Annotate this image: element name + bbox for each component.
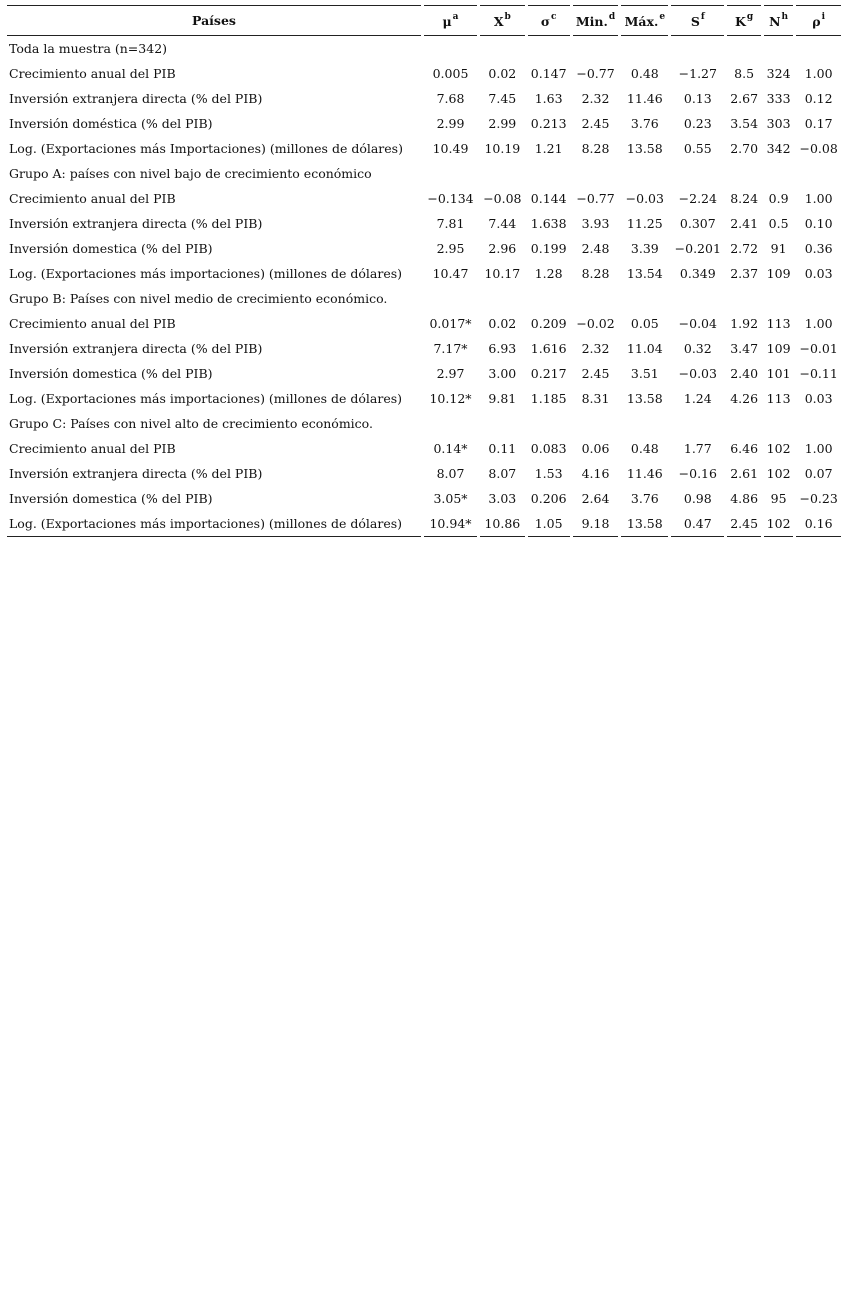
cell-n: 102 (764, 511, 793, 537)
header-row (7, 5, 841, 36)
table-row (7, 61, 841, 86)
table-row (7, 386, 841, 411)
cell-s: −0.03 (678, 366, 717, 381)
cell-s: −0.04 (678, 316, 717, 331)
cell-sigma: 0.147 (530, 66, 567, 81)
cell-sigma: 1.05 (528, 511, 570, 537)
cell-s: 0.32 (683, 341, 712, 356)
cell-s: −0.201 (674, 241, 721, 256)
group-header-row (7, 286, 841, 311)
cell-rho: 1.00 (804, 441, 833, 456)
header-s: $S^f$ (671, 5, 724, 36)
cell-s: −2.24 (678, 191, 717, 206)
cell-max: 3.39 (630, 241, 659, 256)
cell-n: 91 (770, 241, 787, 256)
cell-max: 3.76 (630, 491, 659, 506)
table-row (7, 86, 841, 111)
cell-max: −0.03 (625, 191, 664, 206)
cell-mu: 7.17* (433, 341, 468, 356)
cell-n: 0.5 (768, 216, 789, 231)
cell-x: 10.86 (480, 511, 525, 537)
header-paises: Países (7, 5, 421, 36)
cell-x: 0.02 (488, 316, 517, 331)
cell-x: 0.11 (488, 441, 517, 456)
cell-max: 13.54 (626, 266, 663, 281)
cell-rho: 0.03 (804, 391, 833, 406)
cell-sigma: 1.63 (534, 91, 563, 106)
row-label: Log. (Exportaciones más Importaciones) (millones de dólares) (9, 141, 403, 156)
table-row (7, 136, 841, 161)
cell-max: 0.48 (630, 66, 659, 81)
cell-n: 333 (766, 91, 791, 106)
cell-x: 2.99 (488, 116, 517, 131)
cell-k: 3.47 (730, 341, 759, 356)
cell-x: 3.03 (488, 491, 517, 506)
cell-x: 10.17 (484, 266, 521, 281)
table-row (7, 486, 841, 511)
cell-mu: 2.97 (436, 366, 465, 381)
row-label: Inversión domestica (% del PIB) (9, 491, 213, 506)
table-row (7, 511, 841, 537)
cell-max: 3.51 (630, 366, 659, 381)
cell-k: 2.45 (727, 511, 761, 537)
cell-s: −0.16 (678, 466, 717, 481)
cell-x: 6.93 (488, 341, 517, 356)
cell-s: 0.98 (683, 491, 712, 506)
cell-k: 2.40 (730, 366, 759, 381)
row-label: Inversión extranjera directa (% del PIB) (9, 91, 263, 106)
cell-sigma: 0.213 (530, 116, 567, 131)
table-row (7, 461, 841, 486)
cell-n: 102 (766, 466, 791, 481)
cell-rho: 0.03 (804, 266, 833, 281)
cell-x: 9.81 (488, 391, 517, 406)
cell-rho: 0.12 (804, 91, 833, 106)
cell-min: 2.32 (581, 91, 610, 106)
row-label: Crecimiento anual del PIB (9, 191, 176, 206)
cell-sigma: 0.217 (530, 366, 567, 381)
header-n: $N^h$ (764, 5, 793, 36)
cell-mu: 7.81 (436, 216, 465, 231)
cell-k: 2.67 (730, 91, 759, 106)
cell-x: 2.96 (488, 241, 517, 256)
cell-s: 1.77 (683, 441, 712, 456)
cell-k: 8.5 (734, 66, 755, 81)
cell-k: 4.26 (730, 391, 759, 406)
group-title: Grupo B: Países con nivel medio de crecimiento económico. (9, 291, 388, 306)
header-max: Máx.$^e$ (621, 5, 668, 36)
cell-min: −0.02 (576, 316, 615, 331)
cell-n: 113 (766, 316, 791, 331)
group-title: Grupo A: países con nivel bajo de crecimiento económico (9, 166, 372, 181)
row-label: Inversión extranjera directa (% del PIB) (9, 341, 263, 356)
table-row (7, 336, 841, 361)
cell-sigma: 0.206 (530, 491, 567, 506)
cell-k: 2.41 (730, 216, 759, 231)
cell-s: 1.24 (683, 391, 712, 406)
cell-sigma: 1.185 (530, 391, 567, 406)
cell-min: 4.16 (581, 466, 610, 481)
group-header-row (7, 411, 841, 436)
group-title: Grupo C: Países con nivel alto de crecimiento económico. (9, 416, 373, 431)
cell-s: −1.27 (678, 66, 717, 81)
table-row (7, 361, 841, 386)
cell-min: 8.28 (581, 141, 610, 156)
cell-rho: −0.11 (799, 366, 838, 381)
cell-mu: 3.05* (433, 491, 468, 506)
cell-rho: 0.36 (804, 241, 833, 256)
header-k: $K^g$ (727, 5, 761, 36)
cell-x: 0.02 (488, 66, 517, 81)
cell-sigma: 0.144 (530, 191, 567, 206)
cell-n: 109 (766, 266, 791, 281)
header-x: $X^b$ (480, 5, 525, 36)
cell-sigma: 1.21 (534, 141, 563, 156)
cell-sigma: 1.616 (530, 341, 567, 356)
cell-min: 3.93 (581, 216, 610, 231)
cell-rho: 0.10 (804, 216, 833, 231)
cell-min: 2.45 (581, 116, 610, 131)
cell-rho: 0.17 (804, 116, 833, 131)
cell-sigma: 0.209 (530, 316, 567, 331)
cell-k: 2.37 (730, 266, 759, 281)
cell-min: −0.77 (576, 66, 615, 81)
cell-x: 3.00 (488, 366, 517, 381)
cell-mu: 0.14* (433, 441, 468, 456)
row-label: Inversión domestica (% del PIB) (9, 241, 213, 256)
cell-min: 2.45 (581, 366, 610, 381)
row-label: Log. (Exportaciones más importaciones) (millones de dólares) (9, 266, 403, 281)
cell-mu: 10.12* (429, 391, 472, 406)
cell-min: 9.18 (573, 511, 619, 537)
cell-mu: 10.94* (424, 511, 477, 537)
cell-n: 342 (766, 141, 791, 156)
cell-x: 8.07 (488, 466, 517, 481)
row-label: Inversión domestica (% del PIB) (9, 366, 213, 381)
cell-max: 11.04 (626, 341, 663, 356)
cell-rho: 0.07 (804, 466, 833, 481)
cell-mu: 0.005 (432, 66, 469, 81)
row-label: Crecimiento anual del PIB (9, 66, 176, 81)
cell-n: 324 (766, 66, 791, 81)
row-label: Log. (Exportaciones más importaciones) (millones de dólares) (9, 391, 403, 406)
cell-max: 11.46 (626, 91, 663, 106)
cell-s: 0.55 (683, 141, 712, 156)
cell-rho: −0.01 (799, 341, 838, 356)
cell-max: 13.58 (626, 141, 663, 156)
cell-sigma: 1.28 (534, 266, 563, 281)
cell-s: 0.307 (679, 216, 716, 231)
cell-mu: −0.134 (427, 191, 474, 206)
row-label: Crecimiento anual del PIB (9, 441, 176, 456)
cell-s: 0.13 (683, 91, 712, 106)
cell-k: 1.92 (730, 316, 759, 331)
cell-max: 13.58 (626, 391, 663, 406)
table-row (7, 436, 841, 461)
cell-k: 2.72 (730, 241, 759, 256)
cell-max: 13.58 (621, 511, 668, 537)
table-body (7, 36, 841, 537)
cell-rho: −0.23 (799, 491, 838, 506)
row-label: Crecimiento anual del PIB (9, 316, 176, 331)
table-row (7, 111, 841, 136)
row-label: Inversión doméstica (% del PIB) (9, 116, 213, 131)
cell-sigma: 0.199 (530, 241, 567, 256)
cell-mu: 10.49 (432, 141, 469, 156)
cell-mu: 2.99 (436, 116, 465, 131)
cell-n: 102 (766, 441, 791, 456)
cell-sigma: 0.083 (530, 441, 567, 456)
cell-rho: 1.00 (804, 191, 833, 206)
cell-x: 7.44 (488, 216, 517, 231)
cell-min: −0.77 (576, 191, 615, 206)
table-row (7, 236, 841, 261)
cell-rho: 0.16 (796, 511, 841, 537)
cell-n: 101 (766, 366, 791, 381)
cell-n: 0.9 (768, 191, 789, 206)
cell-n: 113 (766, 391, 791, 406)
cell-min: 2.64 (581, 491, 610, 506)
cell-mu: 8.07 (436, 466, 465, 481)
cell-min: 2.32 (581, 341, 610, 356)
cell-k: 2.70 (730, 141, 759, 156)
header-min: Min.$^d$ (573, 5, 619, 36)
cell-rho: 1.00 (804, 66, 833, 81)
cell-mu: 2.95 (436, 241, 465, 256)
cell-sigma: 1.638 (530, 216, 567, 231)
cell-k: 6.46 (730, 441, 759, 456)
cell-k: 3.54 (730, 116, 759, 131)
table-row (7, 311, 841, 336)
cell-rho: 1.00 (804, 316, 833, 331)
cell-x: 7.45 (488, 91, 517, 106)
cell-s: 0.23 (683, 116, 712, 131)
cell-max: 11.25 (626, 216, 663, 231)
cell-mu: 10.47 (432, 266, 469, 281)
cell-mu: 7.68 (436, 91, 465, 106)
cell-min: 8.31 (581, 391, 610, 406)
cell-max: 0.48 (630, 441, 659, 456)
row-label: Inversión extranjera directa (% del PIB) (9, 216, 263, 231)
cell-rho: −0.08 (799, 141, 838, 156)
cell-max: 11.46 (626, 466, 663, 481)
cell-x: −0.08 (483, 191, 522, 206)
header-rho: $\rho^i$ (796, 5, 841, 36)
cell-mu: 0.017* (429, 316, 472, 331)
cell-max: 0.05 (630, 316, 659, 331)
cell-k: 8.24 (730, 191, 759, 206)
cell-s: 0.47 (671, 511, 724, 537)
cell-min: 8.28 (581, 266, 610, 281)
group-title: Toda la muestra (n=342) (9, 41, 168, 56)
cell-n: 303 (766, 116, 791, 131)
group-header-row (7, 36, 841, 61)
header-mu: $\mu^a$ (424, 5, 477, 36)
row-label: Inversión extranjera directa (% del PIB) (9, 466, 263, 481)
cell-min: 0.06 (581, 441, 610, 456)
cell-x: 10.19 (484, 141, 521, 156)
statistics-table (4, 5, 844, 537)
cell-n: 109 (766, 341, 791, 356)
cell-k: 2.61 (730, 466, 759, 481)
table-row (7, 211, 841, 236)
cell-s: 0.349 (679, 266, 716, 281)
cell-n: 95 (770, 491, 787, 506)
table-row (7, 186, 841, 211)
cell-sigma: 1.53 (534, 466, 563, 481)
row-label: Log. (Exportaciones más importaciones) (millones de dólares) (7, 511, 421, 537)
cell-max: 3.76 (630, 116, 659, 131)
group-header-row (7, 161, 841, 186)
cell-k: 4.86 (730, 491, 759, 506)
cell-min: 2.48 (581, 241, 610, 256)
header-sigma: $\sigma^c$ (528, 5, 570, 36)
table-row (7, 261, 841, 286)
